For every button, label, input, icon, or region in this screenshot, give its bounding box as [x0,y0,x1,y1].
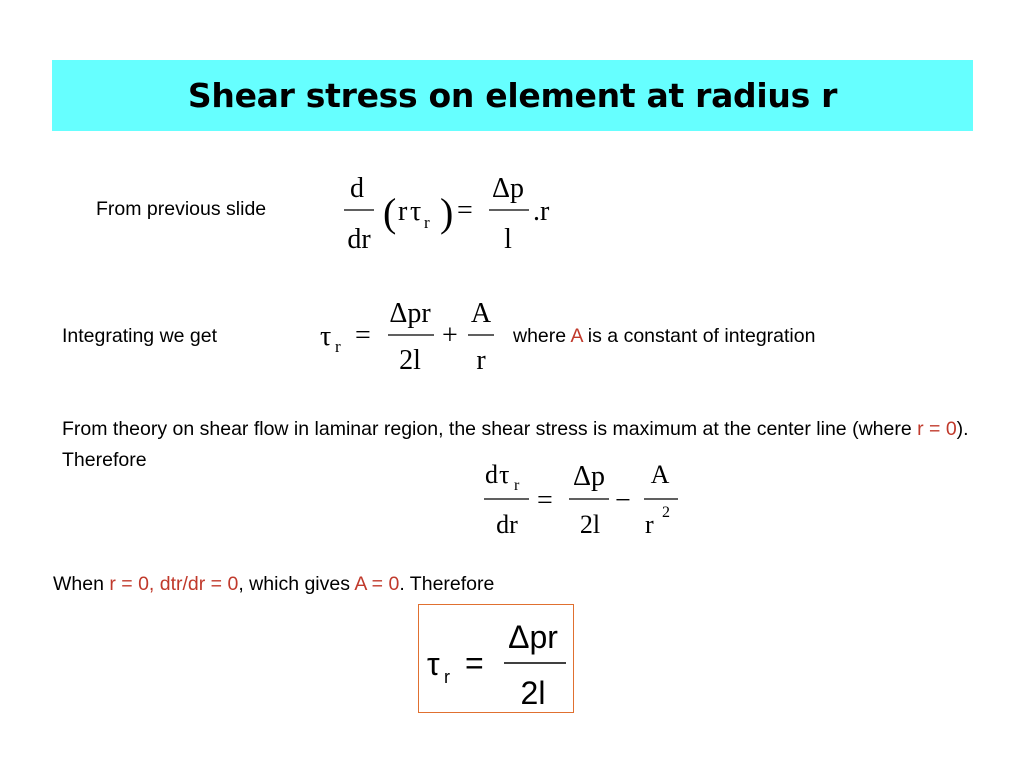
2l-denominator: 2l [520,675,546,711]
r-denominator: r [645,510,654,539]
step1-equation [340,165,570,255]
step4-result: A = 0 [354,573,400,595]
slide-title: Shear stress on element at radius r [187,76,838,115]
equals-sign: = [457,195,473,226]
tau-symbol: τ [320,321,332,352]
final-equation-box [418,604,574,713]
tau-subscript: r [335,337,341,356]
title-bar [52,60,973,131]
d-numerator: d [350,173,364,204]
right-paren: ) [440,190,454,235]
tau-subscript: r [444,667,450,687]
r-exponent: 2 [662,504,670,521]
step3-equation-svg [481,455,691,545]
left-paren: ( [383,190,397,235]
note-variable: A [570,325,583,347]
delta-p-numerator: Δp [572,461,606,492]
step1-equation-svg [340,165,570,255]
dot-r: .r [533,196,550,227]
tau-symbol: τ [499,460,510,489]
r-symbol: r [398,196,408,227]
step2-equation [318,290,508,380]
step3-condition: r = 0 [917,418,957,440]
step4-text [53,569,494,600]
equals-sign: = [355,320,371,351]
tau-subscript: r [424,213,430,232]
tau-symbol: τ [410,196,422,227]
final-equation-svg [419,605,575,714]
step4-mid: , which gives [238,573,355,595]
tau-subscript: r [514,477,520,494]
step2-note [513,321,815,352]
2l-denominator: 2l [399,345,421,376]
step2-label: Integrating we get [62,325,218,347]
step1-label: From previous slide [96,198,267,220]
delta-p-numerator: Δp [491,173,525,204]
step3-equation [481,455,691,545]
step3-text-b: ). Therefore [62,418,969,471]
equals-sign: = [465,645,484,681]
step4-post: . Therefore [399,573,495,595]
tau-symbol: τ [427,646,440,682]
note-prefix: where [513,325,571,347]
step3-text-a: From theory on shear flow in laminar region, the shear stress is maximum at the center line (where [62,418,918,440]
plus-sign: + [442,320,458,351]
delta-pr-numerator: Δpr [389,298,431,329]
note-suffix: is a constant of integration [582,325,816,347]
step4-condition: r = 0, dtr/dr = 0 [109,573,239,595]
dr-denominator: dr [496,510,518,539]
r-denominator: r [476,345,486,376]
d-symbol: d [485,460,498,489]
step2-equation-svg [318,290,508,380]
equals-sign: = [537,485,553,516]
dr-denominator: dr [347,224,371,255]
2l-denominator: 2l [579,510,601,539]
a-numerator: A [470,298,492,329]
delta-pr-numerator: Δpr [508,619,558,655]
l-denominator: l [504,224,512,255]
step4-pre: When [53,573,110,595]
minus-sign: − [615,485,631,516]
a-numerator: A [650,460,670,489]
